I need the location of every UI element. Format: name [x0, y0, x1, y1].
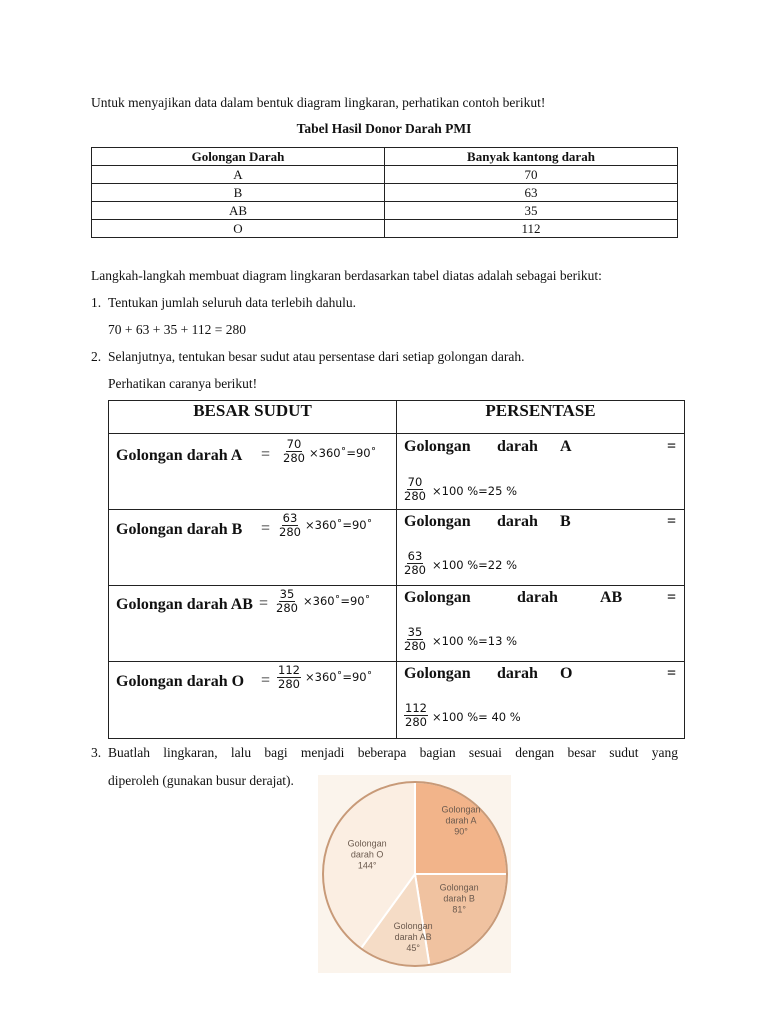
step1-sum: 70 + 63 + 35 + 112 = 280 — [108, 322, 246, 337]
calc-row — [109, 434, 685, 510]
pct-word: = — [667, 665, 677, 682]
numerator: 112 — [278, 663, 300, 677]
fraction — [404, 702, 428, 729]
step3-line2: diperoleh (gunakan busur derajat). — [108, 773, 294, 788]
percent-cell — [397, 662, 685, 739]
angle-result: ×360˚=90˚ — [305, 670, 373, 684]
fraction — [404, 476, 426, 503]
pct-word: Golongan — [404, 589, 471, 606]
fraction — [404, 626, 426, 653]
pct-word: Golongan — [404, 513, 471, 530]
calc-header: BESAR SUDUT — [109, 401, 397, 434]
table-cell: O — [92, 220, 385, 238]
equals-sign: = — [261, 672, 271, 689]
step1-number: 1. — [91, 295, 102, 310]
fraction — [283, 438, 305, 465]
step3-line1: Buatlah lingkaran, lalu bagi menjadi beberapa bagian sesuai dengan besar sudut yang — [108, 745, 678, 760]
pct-word: Golongan — [404, 438, 471, 455]
pie-label: 81° — [452, 904, 466, 915]
pct-word: = — [667, 513, 677, 530]
table-cell: AB — [92, 202, 385, 220]
pie-label: darah AB — [394, 932, 432, 943]
pie-label: Golongan — [441, 804, 481, 815]
numerator: 70 — [286, 437, 302, 451]
pct-word: = — [667, 438, 677, 455]
step2-number: 2. — [91, 349, 102, 364]
numerator: 112 — [405, 701, 427, 715]
row-label: Golongan darah B — [116, 521, 243, 538]
percent-result: ×100 %=25 % — [432, 484, 518, 498]
fraction — [276, 588, 298, 615]
numerator: 70 — [407, 475, 423, 489]
pie-label: darah A — [445, 815, 477, 826]
table-cell: A — [92, 166, 385, 184]
fraction — [277, 664, 301, 691]
pie-label: darah O — [350, 849, 384, 860]
equals-sign: = — [261, 446, 271, 463]
table-cell: 63 — [385, 184, 678, 202]
row-label: Golongan darah O — [116, 673, 245, 690]
percent-cell — [397, 434, 685, 510]
table-row — [92, 220, 678, 238]
calc-row — [109, 662, 685, 739]
percent-cell — [397, 510, 685, 586]
table-cell: B — [92, 184, 385, 202]
step2-sub: Perhatikan caranya berikut! — [108, 376, 258, 391]
calc-row — [109, 586, 685, 662]
numerator: 35 — [407, 625, 423, 639]
angle-result: ×360˚=90˚ — [309, 446, 377, 460]
fraction — [279, 512, 301, 539]
angle-result: ×360˚=90˚ — [303, 594, 371, 608]
row-label: Golongan darah A — [116, 447, 243, 464]
pie-label: Golongan — [347, 838, 387, 849]
pct-word: AB — [600, 589, 623, 606]
percent-result: ×100 %=22 % — [432, 558, 518, 572]
numerator: 63 — [282, 511, 298, 525]
table-row — [92, 166, 678, 184]
table-header-row — [92, 148, 678, 166]
angle-cell — [109, 586, 397, 662]
pie-chart — [318, 775, 511, 973]
denominator: 280 — [279, 525, 301, 539]
pie-chart-image — [318, 775, 511, 973]
angle-result: ×360˚=90˚ — [305, 518, 373, 532]
table-cell: 112 — [385, 220, 678, 238]
step3-number: 3. — [91, 745, 102, 760]
table-title: Tabel Hasil Donor Darah PMI — [296, 121, 472, 136]
pct-word: darah — [497, 438, 538, 455]
intro-text: Untuk menyajikan data dalam bentuk diagram lingkaran, perhatikan contoh berikut! — [91, 95, 546, 110]
table-row — [92, 184, 678, 202]
denominator: 280 — [276, 601, 298, 615]
steps-intro: Langkah-langkah membuat diagram lingkaran berdasarkan tabel diatas adalah sebagai berikut: — [91, 268, 602, 283]
denominator: 280 — [404, 489, 426, 503]
pct-word: A — [560, 438, 572, 455]
denominator: 280 — [278, 677, 300, 691]
column-header: Golongan Darah — [92, 148, 385, 166]
denominator: 280 — [404, 563, 426, 577]
equals-sign: = — [259, 595, 269, 612]
row-label: Golongan darah AB — [116, 596, 253, 613]
calc-header-row — [109, 401, 685, 434]
column-header: Banyak kantong darah — [385, 148, 678, 166]
pct-word: Golongan — [404, 665, 471, 682]
pct-word: darah — [517, 589, 558, 606]
calc-row — [109, 510, 685, 586]
table-row — [92, 202, 678, 220]
step2-text: Selanjutnya, tentukan besar sudut atau persentase dari setiap golongan darah. — [108, 349, 525, 364]
step1-text: Tentukan jumlah seluruh data terlebih dahulu. — [108, 295, 356, 310]
denominator: 280 — [283, 451, 305, 465]
table-cell: 35 — [385, 202, 678, 220]
pct-word: darah — [497, 513, 538, 530]
angle-cell — [109, 662, 397, 739]
numerator: 63 — [407, 549, 423, 563]
pct-word: B — [560, 513, 571, 530]
pct-word: = — [667, 589, 677, 606]
denominator: 280 — [404, 639, 426, 653]
pie-label: 45° — [406, 943, 420, 954]
equals-sign: = — [261, 520, 271, 537]
pie-label: 90° — [454, 826, 468, 837]
pct-word: darah — [497, 665, 538, 682]
pct-word: O — [560, 665, 573, 682]
donor-table — [91, 147, 678, 238]
pie-label: 144° — [357, 860, 377, 871]
percent-cell — [397, 586, 685, 662]
fraction — [404, 550, 426, 577]
table-cell: 70 — [385, 166, 678, 184]
angle-cell — [109, 510, 397, 586]
percent-result: ×100 %= 40 % — [432, 710, 521, 724]
calc-table — [108, 400, 685, 739]
pie-label: Golongan — [439, 882, 479, 893]
numerator: 35 — [279, 587, 295, 601]
angle-cell — [109, 434, 397, 510]
percent-result: ×100 %=13 % — [432, 634, 518, 648]
calc-header: PERSENTASE — [397, 401, 685, 434]
denominator: 280 — [405, 715, 427, 729]
pie-label: darah B — [443, 893, 475, 904]
pie-label: Golongan — [393, 921, 433, 932]
